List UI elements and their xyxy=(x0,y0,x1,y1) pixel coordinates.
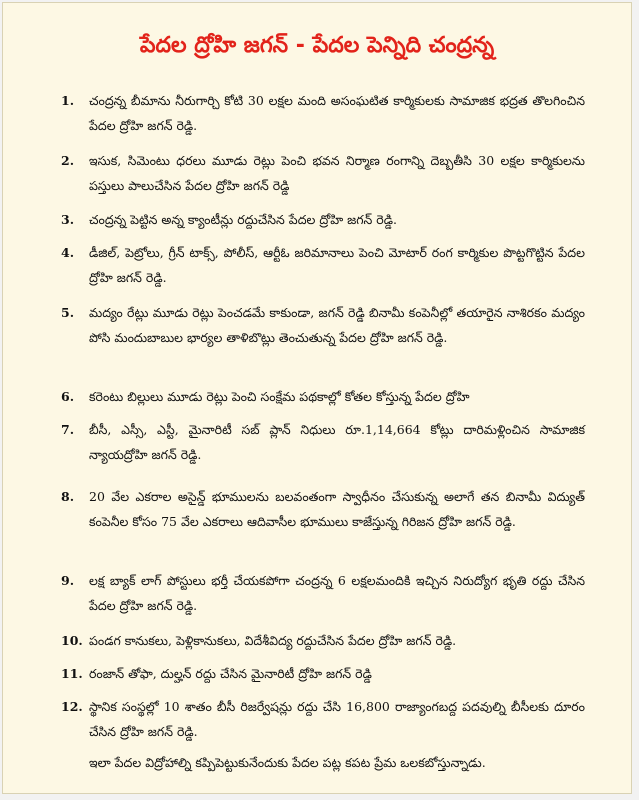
item-text: చంద్రన్న పెట్టిన అన్న క్యాంటీన్లు రద్దుచేసిన పేదల ద్రోహి జగన్ రెడ్డి. xyxy=(89,212,397,227)
list-item xyxy=(61,88,585,138)
item-text: కరెంటు బిల్లులు మూడు రెట్లు పెంచి సంక్షేమ పథకాల్లో కోతల కోస్తున్న పేదల ద్రోహి xyxy=(89,389,470,404)
item-text: 20 వేల ఎకరాల అసైన్డ్ భూములను బలవంతంగా స్వాధీనం చేసుకున్న అలాగే తన బినామీ విద్యుత్ కంపెనీల కోసం 75 వేల ఎకరాలు ఆదివాసీల భూములు కాజేస్తున్న గిరిజన ద్రోహి జగన్ రెడ్డి. xyxy=(89,489,585,529)
item-number: 8. xyxy=(61,489,75,504)
item-list xyxy=(3,3,631,793)
list-item xyxy=(61,661,585,686)
closing-line: ఇలా పేదల విద్రోహాల్ని కప్పిపెట్టుకునేందుకు పేదల పట్ల కపట ప్రేమ ఒలకబోస్తున్నాడు. xyxy=(89,755,486,770)
item-text: రంజాన్ తోఫా, దుల్హన్ రద్దు చేసిన మైనారిటీ ద్రోహి జగన్ రెడ్డి xyxy=(89,666,372,681)
item-text: డీజిల్, పెట్రోలు, గ్రీన్ టాక్స్, పోలీస్, ఆర్టీఓ జరిమానాలు పెంచి మోటార్ రంగ కార్మికుల పొట్టగొట్టిన పేదల ద్రోహి జగన్ రెడ్డి. xyxy=(89,245,585,285)
item-text: మద్యం రేట్లు మూడు రెట్లు పెంచడమే కాకుండా, జగన్ రెడ్డి బినామీ కంపెనీల్లో తయారైన నాశిరకం మద్యం పోసి మందుబాబుల భార్యల తాళిబొట్లు తెంచుతున్న పేదల ద్రోహి జగన్ రెడ్డి. xyxy=(89,305,585,345)
page-title: పేదల ద్రోహి జగన్ - పేదల పెన్నిది చంద్రన్న xyxy=(139,33,495,58)
item-number: 6. xyxy=(61,389,75,404)
item-text: లక్ష బ్యాక్ లాగ్ పోస్టులు భర్తీ చేయకపోగా చంద్రన్న 6 లక్షలమందికి ఇచ్చిన నిరుద్యోగ భృతి రద్దు చేసిన పేదల ద్రోహి జగన్ రెడ్డి. xyxy=(89,573,585,613)
document-page xyxy=(2,2,632,794)
item-number: 12. xyxy=(61,699,83,714)
list-item xyxy=(61,300,585,350)
item-number: 4. xyxy=(61,245,75,260)
item-number: 9. xyxy=(61,573,75,588)
list-item xyxy=(61,148,585,198)
item-number: 2. xyxy=(61,153,75,168)
item-number: 5. xyxy=(61,305,75,320)
list-item xyxy=(61,568,585,618)
item-text: చంద్రన్న బీమాను నీరుగార్చి కోటి 30 లక్షల మంది అసంఘటిత కార్మికులకు సామాజిక భద్రత తొలగించిన పేదల ద్రోహి జగన్ రెడ్డి. xyxy=(89,93,585,133)
list-item xyxy=(61,484,585,534)
list-item xyxy=(61,240,585,290)
item-text: ఇసుక, సిమెంటు ధరలు మూడు రెట్లు పెంచి భవన నిర్మాణ రంగాన్ని దెబ్బతీసి 30 లక్షల కార్మికులను పస్తులు పాలుచేసిన పేదల ద్రోహి జగన్ రెడ్డి xyxy=(89,153,585,193)
list-item xyxy=(61,384,585,409)
list-item xyxy=(61,628,585,653)
item-text: పండగ కానుకలు, పెళ్లికానుకలు, విదేశీవిద్య రద్దుచేసిన పేదల ద్రోహి జగన్ రెడ్డి. xyxy=(89,633,457,648)
item-number: 10. xyxy=(61,633,83,648)
item-number: 7. xyxy=(61,422,75,437)
item-text: బీసీ, ఎస్సీ, ఎస్టీ, మైనారిటీ సబ్ ప్లాన్ నిధులు రూ.1,14,664 కోట్లు దారిమళ్లించిన సామాజిక న్యాయద్రోహి జగన్ రెడ్డి. xyxy=(89,422,585,462)
item-number: 1. xyxy=(61,93,75,108)
item-text: స్థానిక సంస్థల్లో 10 శాతం బీసీ రిజర్వేషన్లు రద్దు చేసి 16,800 రాజ్యాంగబద్ద పదవుల్ని బీసీలకు దూరం చేసిన ద్రోహి జగన్ రెడ్డి. xyxy=(89,699,585,739)
item-number: 3. xyxy=(61,212,75,227)
list-item xyxy=(61,207,585,232)
list-item xyxy=(61,417,585,467)
item-number: 11. xyxy=(61,666,83,681)
list-item xyxy=(61,694,585,744)
